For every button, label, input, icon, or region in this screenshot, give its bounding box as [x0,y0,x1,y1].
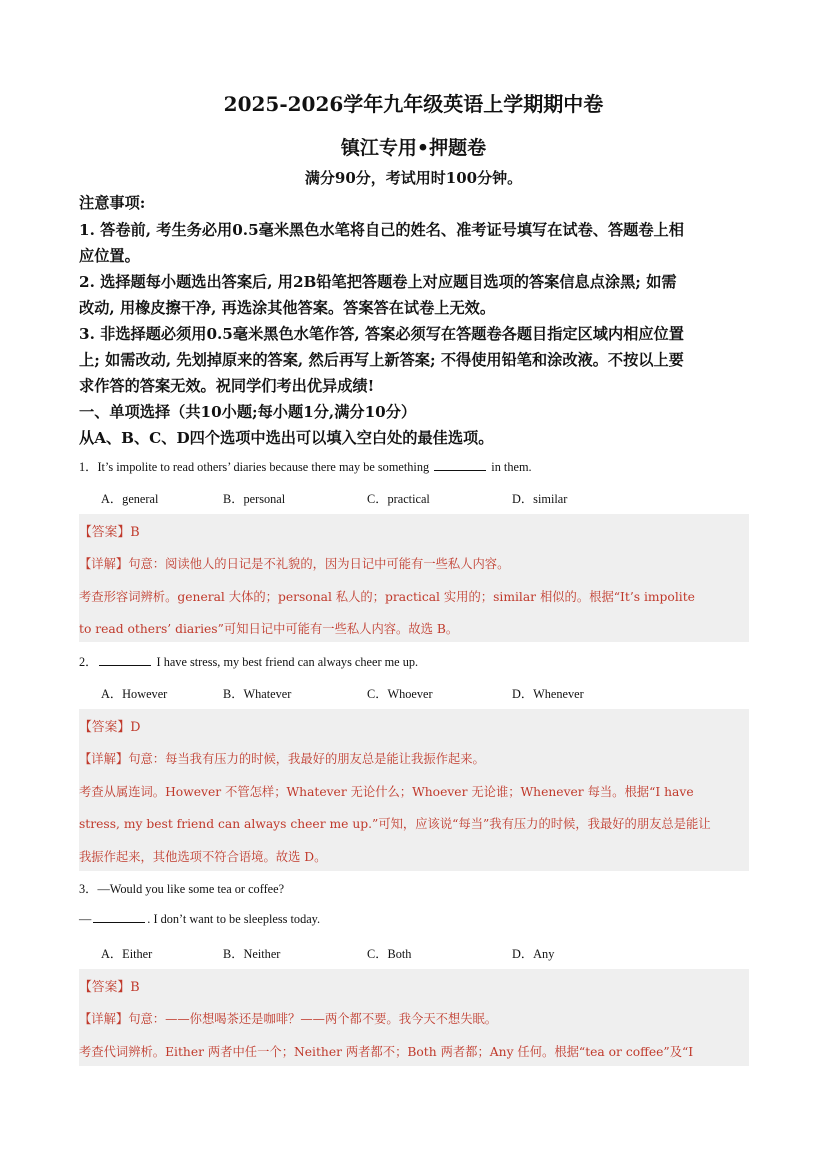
notes-line: 2. 选择题每小题选出答案后, 用2B铅笔把答题卷上对应题目选项的答案信息点涂黑; 如需 [79,273,677,291]
option-b: B．Neither [223,947,281,961]
answer-box [79,709,749,871]
explanation-line: 我振作起来，其他选项不符合语境。故选 D。 [79,850,327,864]
explanation-line: 【详解】句意：阅读他人的日记是不礼貌的，因为日记中可能有一些私人内容。 [79,557,510,571]
option-b: B．Whatever [223,687,292,701]
question-text: 2． [79,655,98,669]
notes-line: 应位置。 [79,247,140,265]
answer-box [79,514,749,642]
explanation-line: 考查代词辨析。Either 两者中任一个；Neither 两者都不；Both 两者都；Any 任何。根据“tea or coffee”及“I [79,1045,694,1059]
answer-label: 【答案】D [79,720,141,735]
question-stem [79,652,749,670]
question-stem-reply [79,912,749,927]
answer-label: 【答案】B [79,525,140,540]
explanation-line: 【详解】句意：每当我有压力的时候，我最好的朋友总是能让我振作起来。 [79,752,485,766]
explanation-line: stress, my best friend can always cheer me up.”可知，应该说“每当”我有压力的时候，我最好的朋友总是能让 [79,817,711,831]
question-stem: 3．—Would you like some tea or coffee? [79,882,285,896]
notes-line: 1. 答卷前, 考生务必用0.5毫米黑色水笔将自己的姓名、准考证号填写在试卷、答题卷上相 [79,221,684,239]
option-a: A．general [101,492,159,506]
explanation-line: 考查形容词辨析。general 大体的；personal 私人的；practical 实用的；similar 相似的。根据“It’s impolite [79,590,695,604]
answer-blank [93,912,145,923]
explanation-line: 【详解】句意：——你想喝茶还是咖啡？——两个都不要。我今天不想失眠。 [79,1012,498,1026]
option-c: C．practical [367,492,430,506]
notes-line: 3. 非选择题必须用0.5毫米黑色水笔作答, 答案必须写在答题卷各题目指定区域内相应位置 [79,325,684,343]
question-text: . I don’t want to be sleepless today. [147,912,321,926]
question-text: in them. [488,460,532,474]
answer-blank [434,460,486,471]
exam-title: 2025-2026学年九年级英语上学期期中卷 [223,92,604,116]
option-d: D．Whenever [512,687,584,701]
question-text: — [79,912,92,926]
notes-line: 上; 如需改动, 先划掉原来的答案, 然后再写上新答案; 不得使用铅笔和涂改液。不按以上要 [79,351,684,369]
option-c: C．Whoever [367,687,433,701]
answer-blank [99,655,151,666]
question-text: 1．It’s impolite to read others’ diaries because there may be something [79,460,433,474]
option-c: C．Both [367,947,412,961]
question-stem [79,457,749,475]
answer-box [79,969,749,1066]
option-d: D．similar [512,492,568,506]
option-d: D．Any [512,947,555,961]
section-title: 一、单项选择（共10小题;每小题1分,满分10分） [79,403,417,421]
exam-subtitle: 镇江专用•押题卷 [340,137,487,159]
option-b: B．personal [223,492,286,506]
score-info: 满分90分，考试用时100分钟。 [304,169,523,187]
explanation-line: to read others’ diaries”可知日记中可能有一些私人内容。故选 B。 [79,622,459,636]
answer-label: 【答案】B [79,980,140,995]
option-a: A．Either [101,947,153,961]
question-text: I have stress, my best friend can always cheer me up. [153,655,419,669]
notes-heading: 注意事项: [79,194,146,212]
section-instruction: 从A、B、C、D四个选项中选出可以填入空白处的最佳选项。 [79,429,494,447]
explanation-line: 考查从属连词。However 不管怎样；Whatever 无论什么；Whoever 无论谁；Whenever 每当。根据“I have [79,785,694,799]
notes-line: 求作答的答案无效。祝同学们考出优异成绩! [79,377,375,395]
option-a: A．However [101,687,168,701]
notes-line: 改动, 用橡皮擦干净, 再选涂其他答案。答案答在试卷上无效。 [79,299,496,317]
